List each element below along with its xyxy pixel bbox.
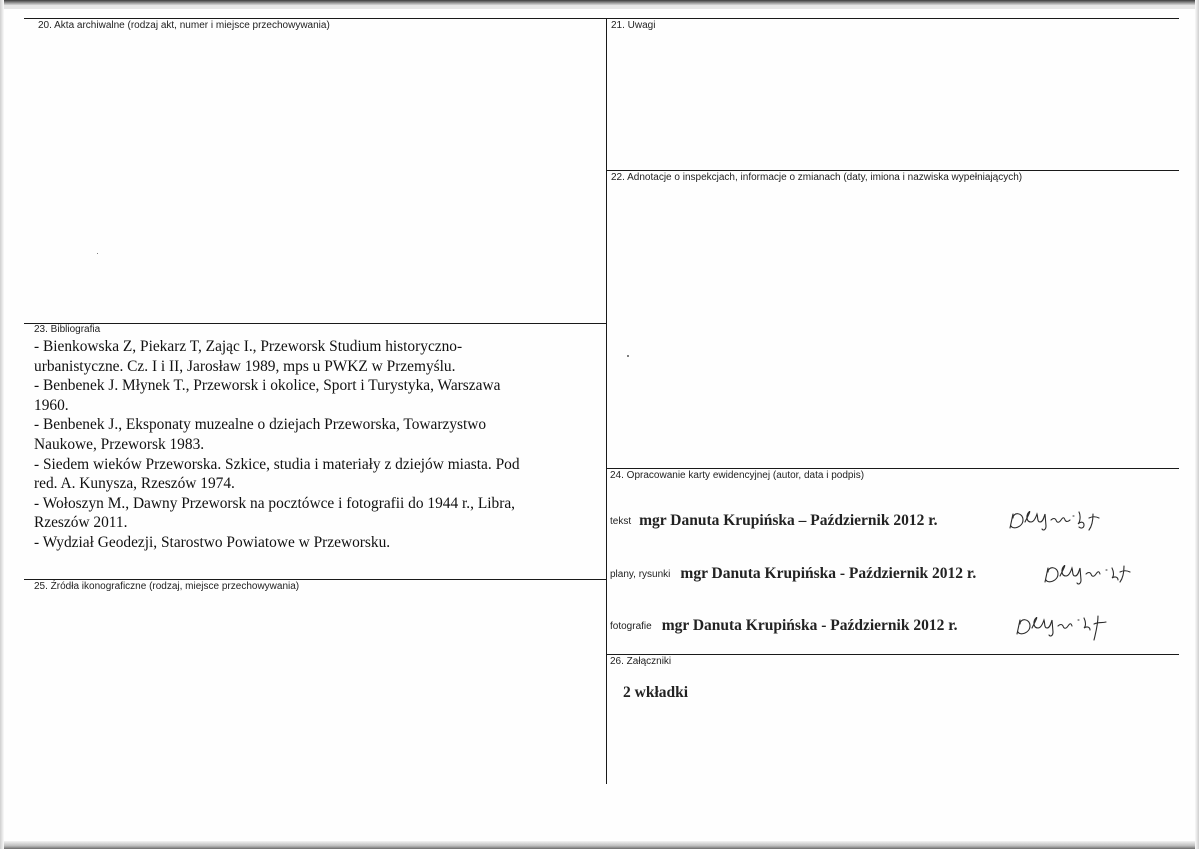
bibliography-line: - Benbenek J. Młynek T., Przeworsk i okolice, Sport i Turystyka, Warszawa — [34, 377, 501, 395]
scan-edge-left — [0, 0, 4, 849]
section-20-label: 20. Akta archiwalne (rodzaj akt, numer i miejsce przechowywania) — [38, 20, 330, 31]
author-row-plans — [610, 565, 976, 583]
author-name-date: mgr Danuta Krupińska – Październik 2012 r. — [639, 512, 938, 530]
section-21-label: 21. Uwagi — [611, 20, 656, 31]
row-prefix: fotografie — [610, 620, 652, 632]
row-prefix: plany, rysunki — [610, 568, 671, 580]
author-row-text — [610, 512, 938, 530]
section-24-label: 24. Opracowanie karty ewidencyjnej (autor, data i podpis) — [610, 470, 865, 481]
rule-top-right — [606, 18, 1179, 19]
section-22-label: 22. Adnotacje o inspekcjach, informacje o zmianach (daty, imiona i nazwiska wypełniających) — [611, 172, 1023, 183]
rule-24 — [606, 468, 1179, 469]
handwritten-signature — [1012, 608, 1122, 648]
rule-25 — [24, 579, 606, 580]
author-name-date: mgr Danuta Krupińska - Październik 2012 r. — [661, 617, 958, 635]
bibliography-line: - Siedem wieków Przeworska. Szkice, studia i materiały z dziejów miasta. Pod — [34, 455, 520, 473]
rule-top-left — [24, 18, 606, 19]
column-divider — [606, 18, 607, 784]
handwritten-signature — [1040, 558, 1140, 590]
rule-22 — [606, 170, 1179, 171]
bibliography-text — [34, 337, 604, 553]
bibliography-line: - Wydział Geodezji, Starostwo Powiatowe w Przeworsku. — [34, 533, 391, 551]
section-25-label: 25. Źródła ikonograficzne (rodzaj, miejsce przechowywania) — [34, 581, 300, 592]
bibliography-line: Rzeszów 2011. — [34, 514, 128, 532]
section-23-label: 23. Bibliografia — [34, 324, 101, 335]
scan-edge-top-shadow — [0, 6, 1199, 9]
scan-speck — [97, 253, 98, 254]
bibliography-line: - Benbenek J., Eksponaty muzealne o dziejach Przeworska, Towarzystwo — [34, 416, 487, 434]
attachments-value: 2 wkładki — [623, 684, 689, 701]
bibliography-line: 1960. — [34, 396, 69, 414]
rule-23 — [24, 323, 606, 324]
handwritten-signature — [1005, 504, 1115, 536]
bibliography-line: - Wołoszyn M., Dawny Przeworsk na pocztówce i fotografii do 1944 r., Libra, — [34, 494, 516, 512]
section-26-label: 26. Załączniki — [610, 656, 672, 667]
row-prefix: tekst — [610, 515, 632, 527]
scan-speck — [627, 355, 629, 357]
bibliography-line: red. A. Kunysza, Rzeszów 1974. — [34, 475, 235, 493]
author-name-date: mgr Danuta Krupińska - Październik 2012 r. — [680, 565, 977, 583]
bibliography-line: Naukowe, Przeworsk 1983. — [34, 435, 205, 453]
scan-edge-bottom — [0, 841, 1199, 849]
rule-26 — [606, 654, 1179, 655]
bibliography-line: urbanistyczne. Cz. I i II, Jarosław 1989, mps u PWKZ w Przemyślu. — [34, 357, 456, 375]
scan-edge-right — [1195, 0, 1199, 849]
author-row-photos — [610, 617, 958, 635]
bibliography-line: - Bienkowska Z, Piekarz T, Zając I., Przeworsk Studium historyczno- — [34, 338, 463, 355]
